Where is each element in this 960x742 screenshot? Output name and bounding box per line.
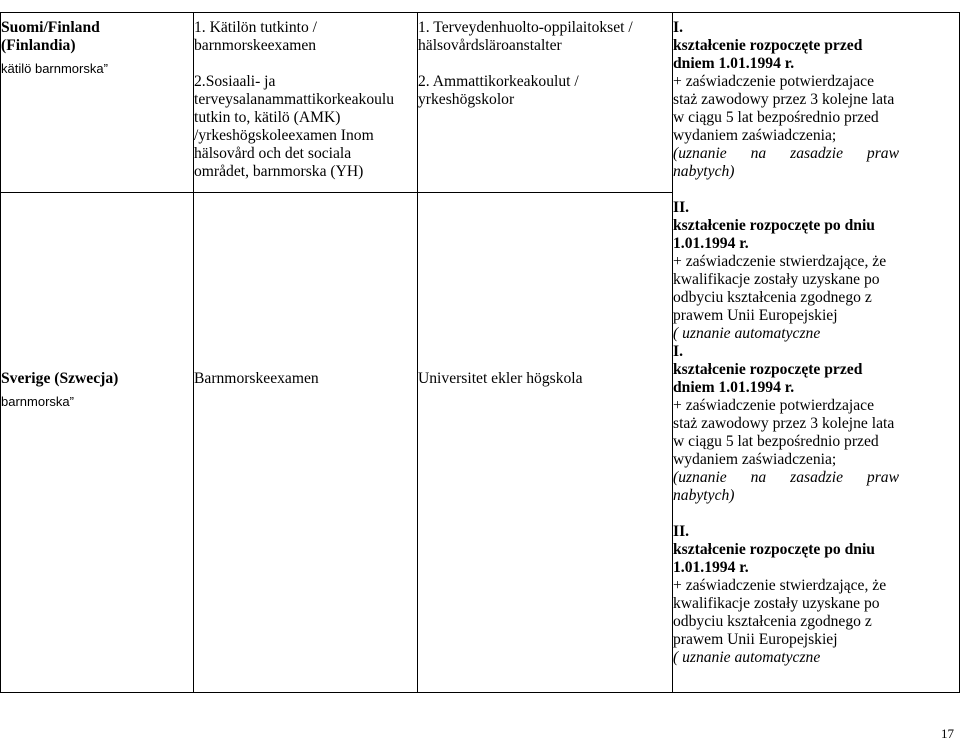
condition-text: prawem Unii Europejskiej bbox=[673, 307, 838, 324]
country-cell bbox=[1, 193, 194, 693]
condition-text: w ciągu 5 lat bezpośrednio przed bbox=[673, 109, 879, 126]
diploma-text: Barnmorskeexamen bbox=[194, 370, 319, 387]
country-name-polish: (Finlandia) bbox=[1, 37, 76, 54]
country-name: Suomi/Finland bbox=[1, 19, 100, 36]
diploma-text: terveysalanammattikorkeakoulu bbox=[194, 91, 395, 108]
country-name: Sverige (Szwecja) bbox=[1, 370, 119, 387]
issuing-body-cell bbox=[418, 193, 673, 693]
condition-text: odbyciu kształcenia zgodnego z bbox=[673, 613, 872, 630]
issuing-body-text: 1. Terveydenhuolto-oppilaitokset / bbox=[418, 19, 633, 36]
condition-heading: 1.01.1994 r. bbox=[673, 559, 749, 576]
condition-heading: kształcenie rozpoczęte przed bbox=[673, 361, 863, 378]
condition-text: staż zawodowy przez 3 kolejne lata bbox=[673, 91, 895, 108]
professional-title: kätilö barnmorska” bbox=[1, 61, 108, 76]
condition-number: I. bbox=[673, 343, 683, 360]
condition-text: kwalifikacje zostały uzyskane po bbox=[673, 271, 880, 288]
condition-heading: kształcenie rozpoczęte po dniu bbox=[673, 541, 875, 558]
condition-recognition-note: nabytych) bbox=[673, 163, 735, 180]
diploma-text: 2.Sosiaali- ja bbox=[194, 73, 276, 90]
country-cell bbox=[1, 13, 194, 193]
professional-title: barnmorska” bbox=[1, 394, 74, 409]
condition-text: + zaświadczenie stwierdzające, że bbox=[673, 253, 887, 270]
condition-recognition-note: ( uznanie automatyczne bbox=[673, 325, 821, 342]
condition-heading: kształcenie rozpoczęte przed bbox=[673, 37, 863, 54]
diploma-text: området, barnmorska (YH) bbox=[194, 163, 364, 180]
condition-heading: 1.01.1994 r. bbox=[673, 235, 749, 252]
condition-number: II. bbox=[673, 199, 690, 216]
diploma-text: barnmorskeexamen bbox=[194, 37, 317, 54]
condition-recognition-note: (uznanie na zasadzie praw bbox=[673, 469, 899, 486]
condition-text: staż zawodowy przez 3 kolejne lata bbox=[673, 415, 895, 432]
diploma-text: tutkin to, kätilö (AMK) bbox=[194, 109, 341, 126]
condition-text: odbyciu kształcenia zgodnego z bbox=[673, 289, 872, 306]
issuing-body-text: hälsovårdsläroanstalter bbox=[418, 37, 562, 54]
condition-text: prawem Unii Europejskiej bbox=[673, 631, 838, 648]
condition-text: kwalifikacje zostały uzyskane po bbox=[673, 595, 880, 612]
conditions-cell bbox=[673, 13, 960, 693]
issuing-body-cell bbox=[418, 13, 673, 193]
condition-heading: kształcenie rozpoczęte po dniu bbox=[673, 217, 875, 234]
diploma-cell bbox=[194, 193, 418, 693]
condition-text: w ciągu 5 lat bezpośrednio przed bbox=[673, 433, 879, 450]
condition-heading: dniem 1.01.1994 r. bbox=[673, 55, 795, 72]
diploma-cell bbox=[194, 13, 418, 193]
page-number: 17 bbox=[941, 726, 954, 741]
diploma-text: hälsovård och det sociala bbox=[194, 145, 352, 162]
condition-recognition-note: ( uznanie automatyczne bbox=[673, 649, 821, 666]
condition-text: + zaświadczenie stwierdzające, że bbox=[673, 577, 887, 594]
condition-text: + zaświadczenie potwierdzajace bbox=[673, 397, 874, 414]
condition-number: I. bbox=[673, 19, 683, 36]
issuing-body-text: yrkeshögskolor bbox=[418, 91, 515, 108]
recognition-table bbox=[0, 12, 960, 693]
diploma-text: /yrkeshögskoleexamen Inom bbox=[194, 127, 374, 144]
condition-heading: dniem 1.01.1994 r. bbox=[673, 379, 795, 396]
condition-recognition-note: (uznanie na zasadzie praw bbox=[673, 145, 899, 162]
diploma-text: 1. Kätilön tutkinto / bbox=[194, 19, 318, 36]
issuing-body-text: Universitet ekler högskola bbox=[418, 370, 583, 387]
condition-recognition-note: nabytych) bbox=[673, 487, 735, 504]
condition-text: wydaniem zaświadczenia; bbox=[673, 127, 837, 144]
condition-text: + zaświadczenie potwierdzajace bbox=[673, 73, 874, 90]
table-row-finland bbox=[1, 13, 960, 193]
condition-number: II. bbox=[673, 523, 690, 540]
issuing-body-text: 2. Ammattikorkeakoulut / bbox=[418, 73, 579, 90]
condition-text: wydaniem zaświadczenia; bbox=[673, 451, 837, 468]
